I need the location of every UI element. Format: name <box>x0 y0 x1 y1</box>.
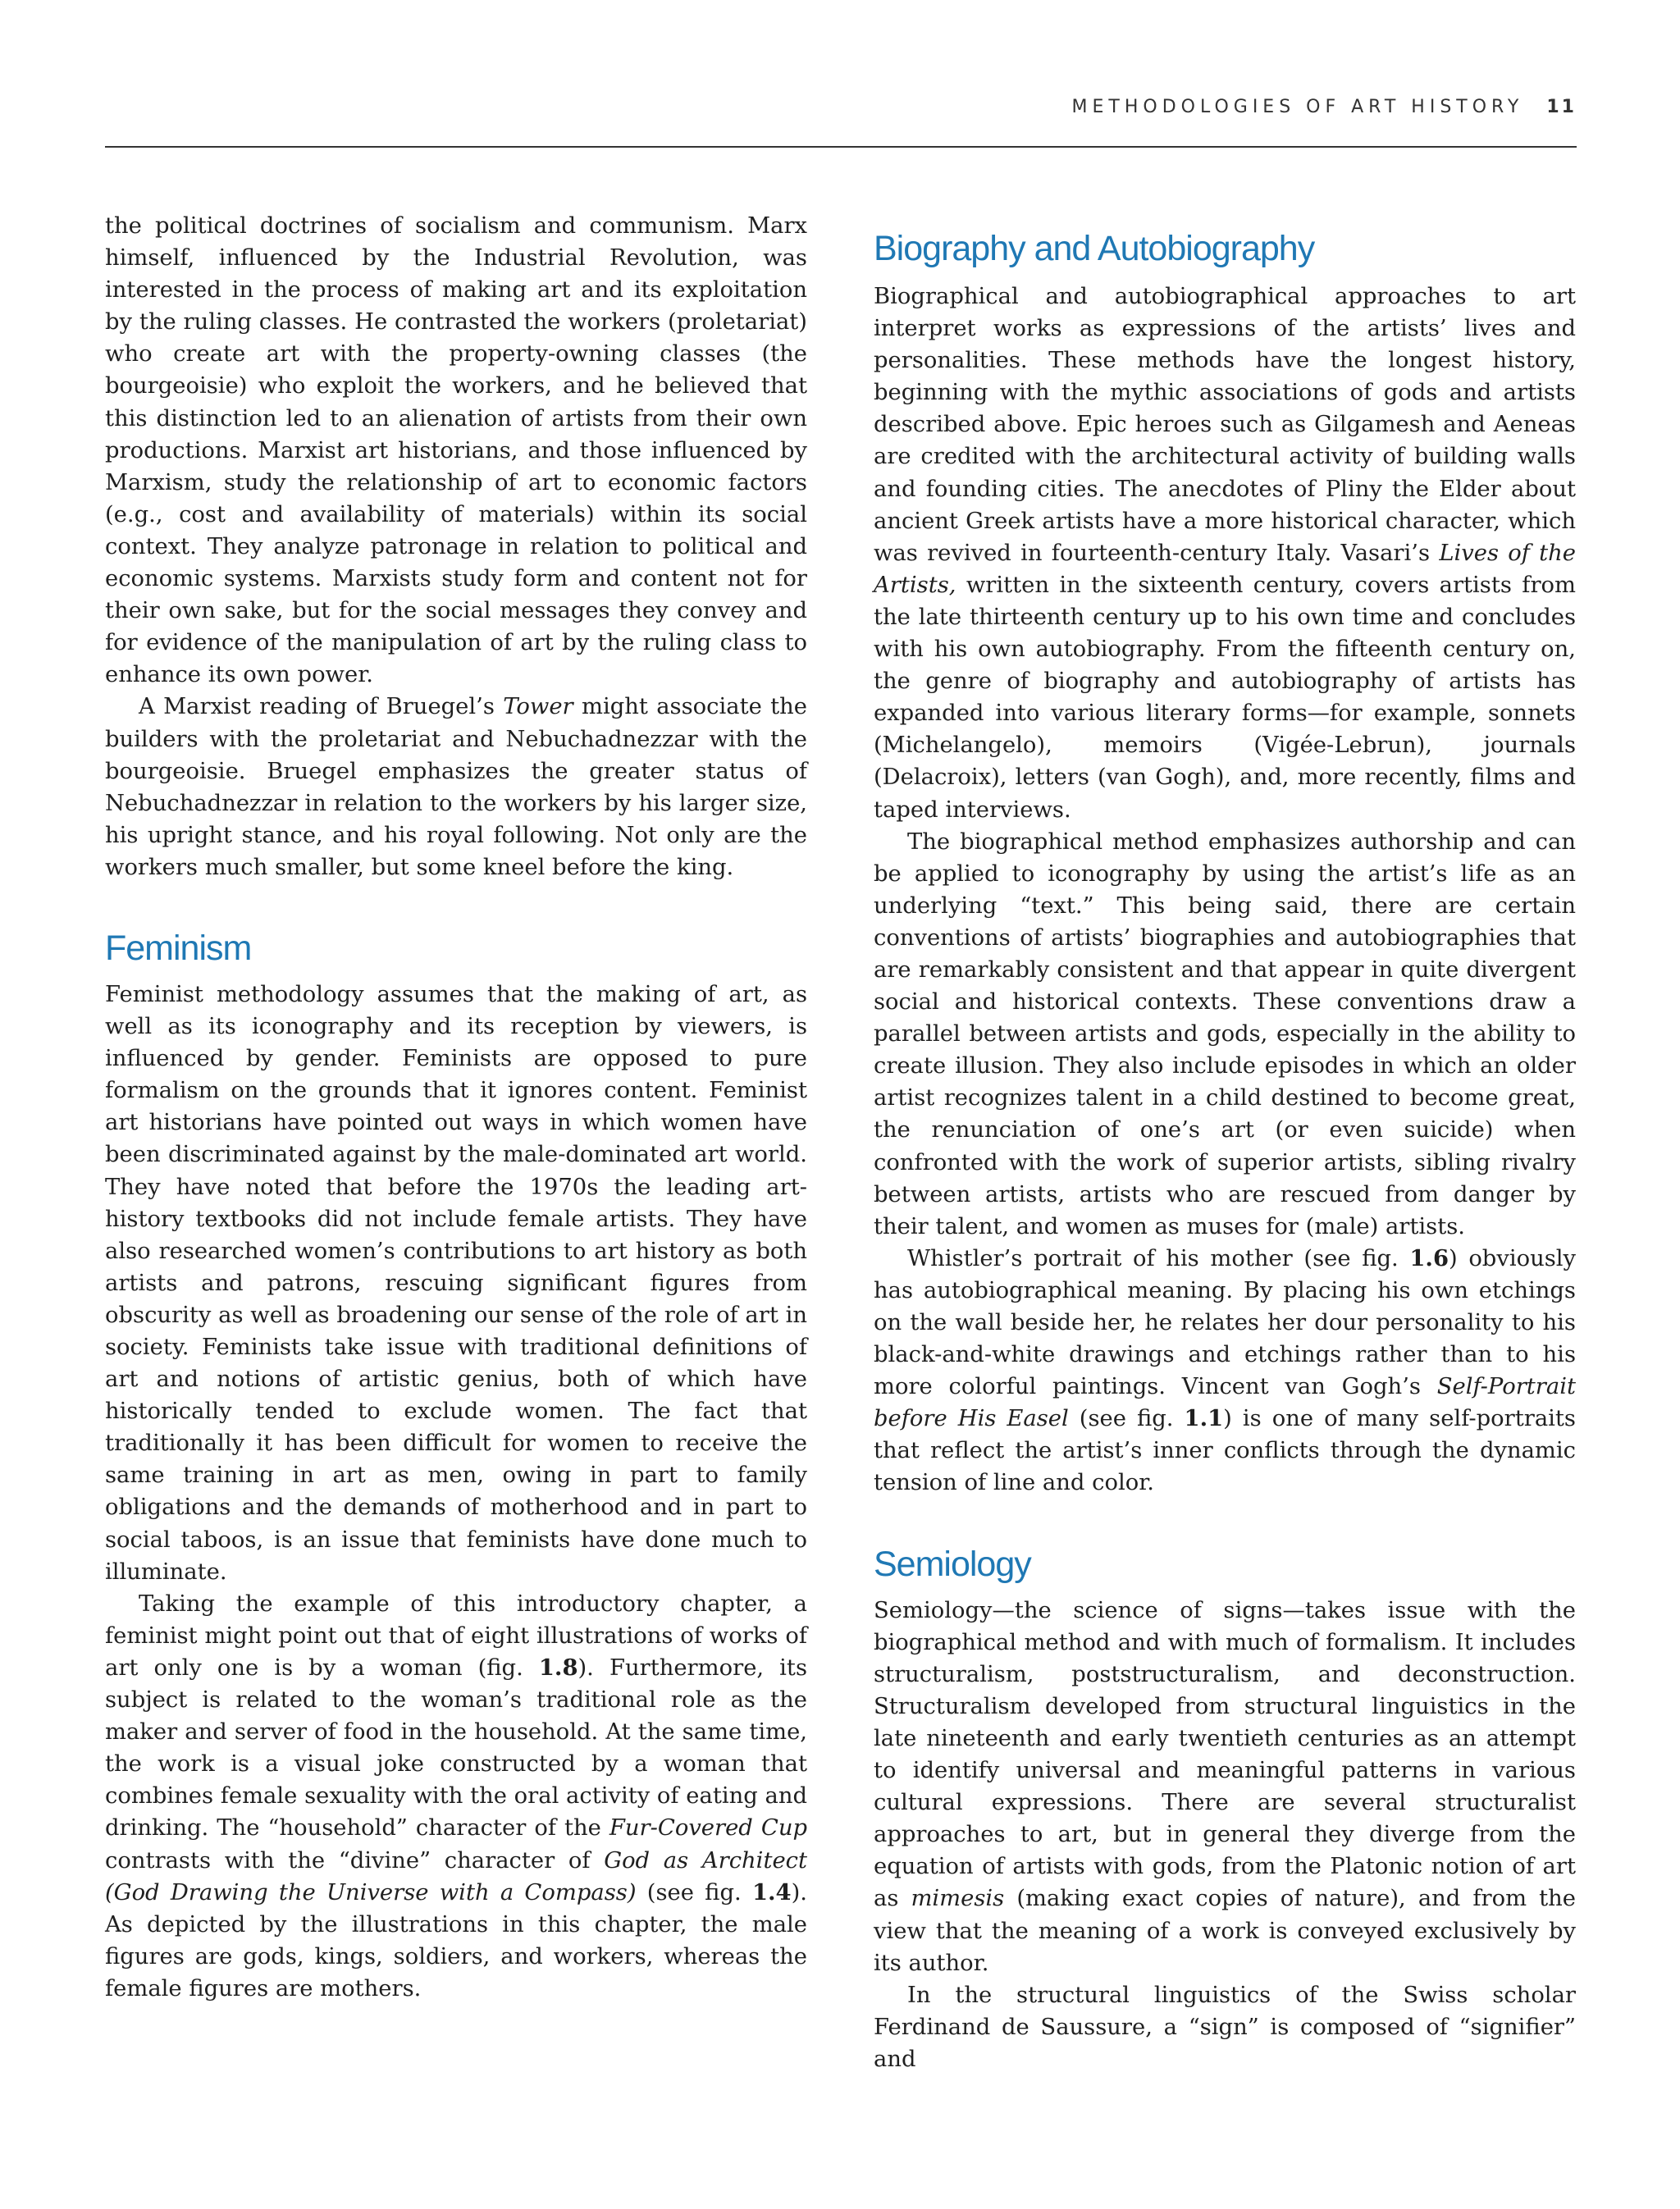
book-title: Lives of the Artists, <box>874 540 1576 598</box>
feminism-paragraph: Feminist methodology assumes that the making of art, as well as its iconography and its reception by viewers, is influenced by gender. Feminists are opposed to pure formalism on the grounds that it ignores content. Feminist art historians have pointed out ways in which women have been discriminated against by the male-dominated art world. They have noted that before the 1970s the leading art-history textbooks did not include female artists. They have also researched women’s contributions to art history as both artists and patrons, rescuing significant figures from obscurity as well as broadening our sense of the role of art in society. Feminists take issue with traditional definitions of art and notions of artistic genius, both of which have historically tended to exclude women. The fact that traditionally it has been difficult for women to receive the same training in art as men, owing in part to family obligations and the demands of motherhood and in part to social taboos, is an issue that feminists have done much to illuminate. <box>105 981 807 1585</box>
term: mimesis <box>911 1886 1005 1912</box>
marxism-paragraph: the political doctrines of socialism and communism. Marx himself, influenced by the Industrial Revolution, was interested in the process of making art and its exploitation by the ruling classes. He contrasted the workers (proletariat) who create art with the property-owning classes (the bourgeoisie) who exploit the workers, and he believed that this distinction led to an alienation of artists from their own productions. Marxist art historians, and those influenced by Marxism, study the relationship of art to economic factors (e.g., cost and availability of materials) within its social context. They analyze patronage in relation to political and economic systems. Marxists study form and content not for their own sake, but for the social messages they convey and for evidence of the manipulation of art by the ruling class to enhance its own power. <box>105 213 807 688</box>
feminism-heading: Feminism <box>105 928 252 968</box>
artwork-title: God as Architect (God Drawing the Universe with a Compass) <box>105 1847 808 1905</box>
feminist-example-paragraph: Taking the example of this introductory chapter, a feminist might point out that of eight illustrations of works of art only one is by a woman (fig. 1.8). Furthermore, its subject is related to the woman’s traditional role as the maker and server of food in the household. At the same time, the work is a visual joke constructed by a woman that combines female sexuality with the oral activity of eating and drinking. The “household” character of the Fur-Covered Cup contrasts with the “divine” character of God as Architect (God Drawing the Universe with a Compass) (see fig. 1.4). As depicted by the illustrations in this chapter, the male figures are gods, kings, soldiers, and workers, whereas the female figures are mothers. <box>105 1591 808 2001</box>
header-rule <box>105 146 1577 148</box>
running-title: METHODOLOGIES OF ART HISTORY <box>1071 97 1524 117</box>
semiology-heading: Semiology <box>874 1544 1031 1584</box>
biographical-method-paragraph: The biographical method emphasizes authorship and can be applied to iconography by using the artist’s life as an underlying “text.” This being said, there are certain conventions of artists’ biographies and autobiographies that are remarkably consistent and that appear in quite divergent social and historical contexts. These conventions draw a parallel between artists and gods, especially in the ability to create illusion. They also include episodes in which an older artist recognizes talent in a child destined to become great, the renunciation of one’s art (or even suicide) when confronted with the work of superior artists, sibling rivalry between artists, artists who are rescued from danger by their talent, and women as muses for (male) artists. <box>874 828 1576 1239</box>
running-head <box>105 97 1577 117</box>
artwork-title: Fur-Covered Cup <box>609 1815 807 1842</box>
semiology-paragraph: Semiology—the science of signs—takes issue with the biographical method and with much of formalism. It includes structuralism, poststructuralism, and deconstruction. Structuralism developed from structural linguistics in the late nineteenth and early twentieth centuries as an attempt to identify universal and meaningful patterns in various cultural expressions. There are several structuralist approaches to art, but in general they diverge from the equation of artists with gods, from the Platonic notion of art as mimesis (making exact copies of nature), and from the view that the meaning of a work is conveyed exclusively by its author. <box>874 1597 1576 1976</box>
whistler-paragraph: Whistler’s portrait of his mother (see fig. 1.6) obviously has autobiographical meaning. By placing his own etchings on the wall beside her, he relates her dour personality to his black-and-white drawings and etchings rather than to his more colorful paintings. Vincent van Gogh’s Self-Portrait before His Easel (see fig. 1.1) is one of many self-portraits that reflect the artist’s inner conflicts through the dynamic tension of line and color. <box>874 1244 1576 1496</box>
page-number: 11 <box>1546 97 1577 117</box>
biography-heading: Biography and Autobiography <box>874 229 1315 268</box>
artwork-title: Tower <box>503 694 573 720</box>
marxist-reading-paragraph: A Marxist reading of Bruegel’s Tower might associate the builders with the proletariat and Nebuchadnezzar with the bourgeoisie. Bruegel emphasizes the greater status of Nebuchadnezzar in relation to the workers by his larger size, his upright stance, and his royal following. Not only are the workers much smaller, but some kneel before the king. <box>105 694 807 880</box>
figure-reference: 1.4 <box>751 1878 792 1905</box>
left-column <box>105 210 807 2005</box>
artwork-title: Self-Portrait before His Easel <box>874 1374 1576 1432</box>
figure-reference: 1.1 <box>1184 1405 1224 1432</box>
figure-reference: 1.8 <box>538 1654 578 1681</box>
figure-reference: 1.6 <box>1409 1244 1449 1271</box>
biography-paragraph: Biographical and autobiographical approaches to art interpret works as expressions of the artists’ lives and personalities. These methods have the longest history, beginning with the mythic associations of gods and artists described above. Epic heroes such as Gilgamesh and Aeneas are credited with the architectural activity of building walls and founding cities. The anecdotes of Pliny the Elder about ancient Greek artists have a more historical character, which was revived in fourteenth-century Italy. Vasari’s Lives of the Artists, written in the sixteenth century, covers artists from the late thirteenth century up to his own time and concludes with his own autobiography. From the fifteenth century on, the genre of biography and autobiography of artists has expanded into various literary forms—for example, sonnets (Michelangelo), memoirs (Vigée-Lebrun), journals (Delacroix), letters (van Gogh), and, more recently, films and taped interviews. <box>874 284 1576 823</box>
right-column <box>874 225 1576 2075</box>
saussure-paragraph: In the structural linguistics of the Swiss scholar Ferdinand de Saussure, a “sign” is composed of “signifier” and <box>874 1982 1576 2072</box>
